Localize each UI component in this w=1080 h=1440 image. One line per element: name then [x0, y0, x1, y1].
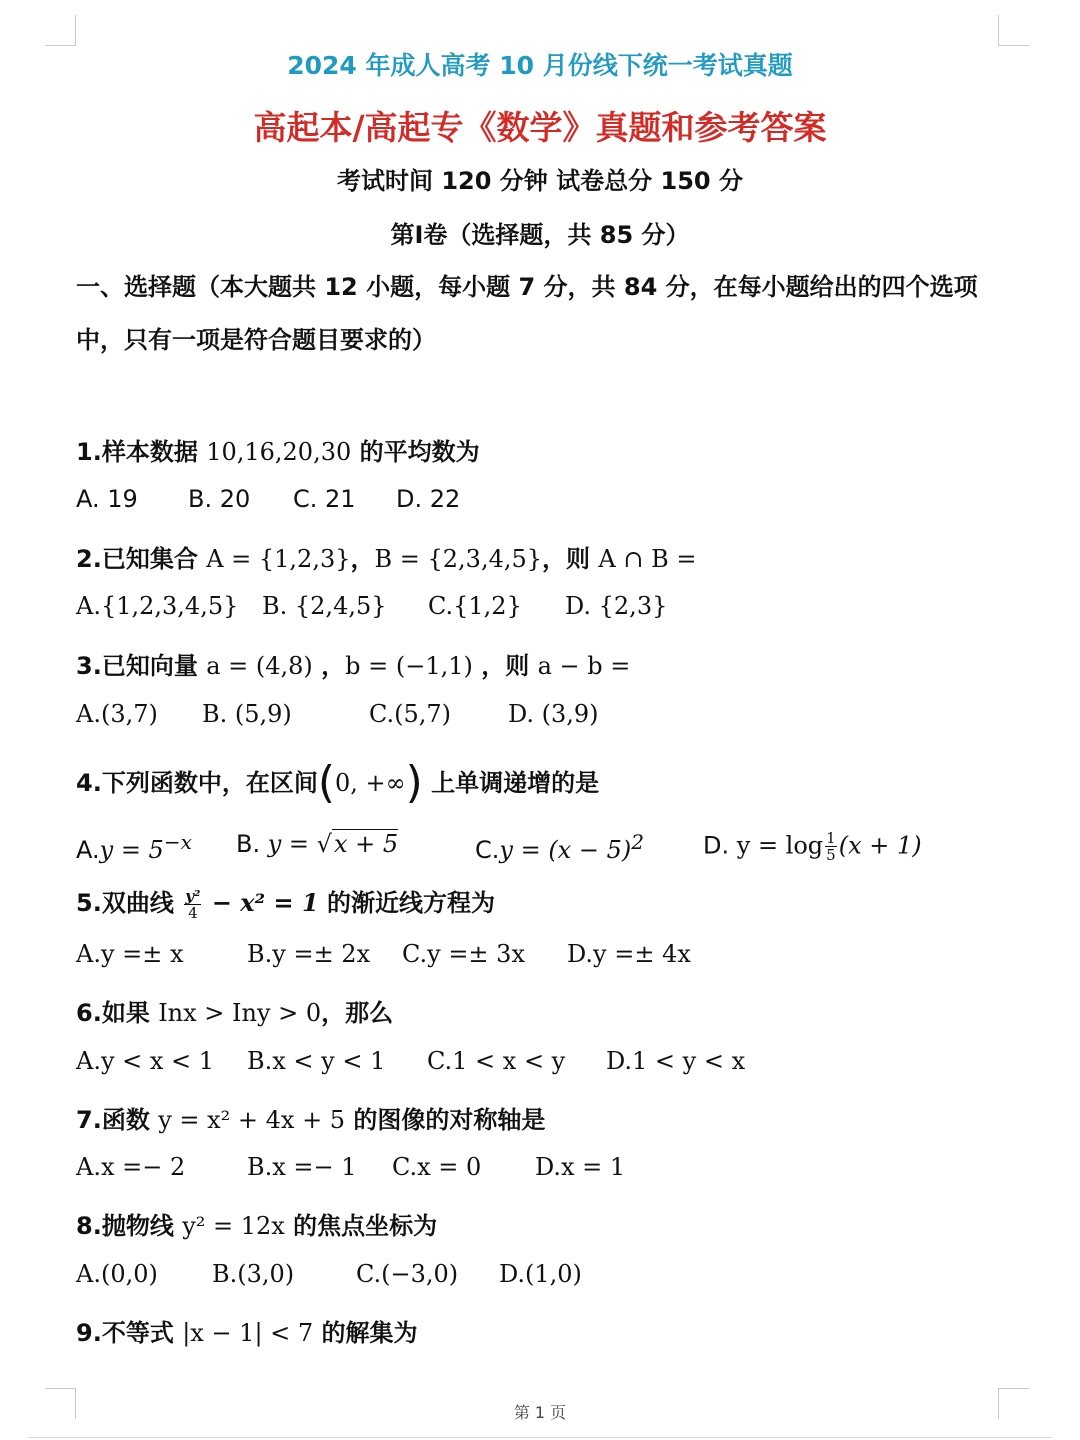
option-label: C. — [475, 836, 500, 864]
corner-mark-top-right — [998, 15, 1029, 46]
question-math: Inx > Iny > 0 — [158, 999, 322, 1027]
option-c[interactable]: C. 21 — [293, 485, 356, 513]
question-text: 的焦点坐标为 — [284, 1212, 438, 1240]
right-paren: ) — [405, 757, 423, 808]
question-8 — [76, 1206, 437, 1241]
question-text: ， — [350, 545, 375, 573]
option-expression: y = log — [736, 831, 824, 860]
option-c[interactable]: C.{1,2} — [428, 592, 522, 620]
option-d[interactable]: D. {2,3} — [565, 592, 668, 620]
option-c[interactable]: C.(5,7) — [369, 700, 452, 728]
question-6 — [76, 993, 393, 1028]
question-text: 的解集为 — [313, 1319, 418, 1347]
option-b[interactable]: B.y =± 2x — [247, 940, 371, 968]
question-7 — [76, 1100, 545, 1135]
question-number: 6. — [76, 999, 102, 1027]
option-a[interactable]: A.{1,2,3,4,5} — [76, 592, 239, 620]
fraction-numerator: y² — [185, 886, 201, 905]
page-bottom-rule — [28, 1437, 1052, 1438]
question-number: 3. — [76, 652, 102, 680]
option-c[interactable] — [475, 830, 644, 864]
question-math: b = (−1,1) — [345, 652, 473, 680]
question-math: a − b = — [537, 652, 631, 680]
question-number: 2. — [76, 545, 102, 573]
question-text: 函数 — [101, 1106, 159, 1134]
option-label: A. — [76, 836, 100, 864]
question-number: 1. — [76, 438, 102, 466]
option-b[interactable]: B.x =− 1 — [247, 1153, 357, 1181]
section-intro: 一、选择题（本大题共 12 小题，每小题 7 分，共 84 分，在每小题给出的四个选项中，只有一项是符合题目要求的） — [76, 273, 978, 354]
question-math: y = x² + 4x + 5 — [158, 1106, 346, 1134]
exam-subtitle: 高起本/高起专《数学》真题和参考答案 — [253, 108, 827, 147]
option-a[interactable]: A.x =− 2 — [76, 1153, 186, 1181]
option-a[interactable]: A.(3,7) — [76, 700, 158, 728]
question-number: 9. — [76, 1319, 102, 1347]
question-math: B = {2,3,4,5} — [374, 545, 543, 573]
option-exponent: 2 — [631, 830, 644, 854]
question-math: A ∩ B = — [598, 545, 697, 573]
option-d[interactable]: D. (3,9) — [508, 700, 599, 728]
option-b[interactable]: B. {2,4,5} — [262, 592, 387, 620]
option-argument: (x + 1) — [838, 831, 922, 860]
option-d[interactable]: D. 22 — [396, 485, 461, 513]
option-label: D. — [703, 831, 737, 860]
question-2 — [76, 539, 696, 574]
option-d[interactable]: D.x = 1 — [535, 1153, 626, 1181]
question-text: 上单调递增的是 — [422, 769, 600, 797]
question-text: 已知集合 — [101, 545, 207, 573]
fraction-denominator: 4 — [188, 903, 198, 922]
option-d[interactable]: D.(1,0) — [499, 1260, 582, 1288]
option-d[interactable]: D.y =± 4x — [567, 940, 691, 968]
question-math: a = (4,8) — [206, 652, 313, 680]
page-number: 第 1 页 — [513, 1403, 567, 1422]
option-expression: y = √ — [267, 830, 332, 858]
exam-time-info: 考试时间 120 分钟 试卷总分 150 分 — [337, 167, 743, 195]
interval-expression: 0, +∞ — [335, 769, 406, 797]
question-math: A = {1,2,3} — [206, 545, 351, 573]
question-text: 如果 — [101, 999, 159, 1027]
log-base-fraction — [825, 830, 837, 863]
question-number: 5. — [76, 889, 102, 917]
question-text: 抛物线 — [101, 1212, 183, 1240]
question-math: y² = 12x — [182, 1212, 285, 1240]
question-math: − x² = 1 — [203, 888, 319, 917]
fraction-denominator: 5 — [826, 846, 836, 864]
option-b[interactable]: B.(3,0) — [212, 1260, 295, 1288]
option-radicand: x + 5 — [333, 830, 399, 858]
option-label: B. — [236, 830, 268, 858]
question-text: ， — [312, 652, 346, 680]
question-text: 的图像的对称轴是 — [345, 1106, 546, 1134]
corner-mark-top-left — [45, 15, 76, 46]
question-text: 已知向量 — [101, 652, 207, 680]
question-5 — [76, 883, 495, 921]
option-b[interactable]: B.x < y < 1 — [247, 1047, 386, 1075]
option-c[interactable]: C.x = 0 — [392, 1153, 482, 1181]
left-paren: ( — [317, 757, 335, 808]
part-heading: 第Ⅰ卷（选择题，共 85 分） — [390, 221, 690, 249]
question-4 — [76, 757, 599, 808]
fraction-numerator: 1 — [826, 829, 836, 847]
question-number: 4. — [76, 769, 102, 797]
option-d[interactable] — [703, 830, 922, 863]
option-c[interactable]: C.y =± 3x — [402, 940, 525, 968]
question-text: ，则 — [472, 652, 538, 680]
option-a[interactable]: A.y < x < 1 — [76, 1047, 215, 1075]
question-text: 的渐近线方程为 — [318, 889, 496, 917]
option-c[interactable]: C.(−3,0) — [356, 1260, 459, 1288]
question-math: |x − 1| < 7 — [182, 1319, 314, 1347]
question-number: 7. — [76, 1106, 102, 1134]
option-a[interactable]: A.(0,0) — [76, 1260, 158, 1288]
option-a[interactable]: A.y =± x — [76, 940, 184, 968]
exam-title: 2024 年成人高考 10 月份线下统一考试真题 — [287, 51, 793, 80]
option-a[interactable] — [76, 830, 192, 864]
option-b[interactable] — [236, 830, 398, 858]
question-1 — [76, 432, 480, 467]
question-9 — [76, 1313, 418, 1348]
question-math: 10,16,20,30 — [206, 438, 352, 466]
option-c[interactable]: C.1 < x < y — [427, 1047, 566, 1075]
option-d[interactable]: D.1 < y < x — [606, 1047, 746, 1075]
question-text: 样本数据 — [101, 438, 207, 466]
question-number: 8. — [76, 1212, 102, 1240]
question-text: 下列函数中，在区间 — [101, 769, 318, 797]
option-b[interactable]: B. (5,9) — [202, 700, 292, 728]
question-text: ，则 — [542, 545, 599, 573]
option-b[interactable]: B. 20 — [188, 485, 251, 513]
question-text: 双曲线 — [101, 889, 183, 917]
question-text: 不等式 — [101, 1319, 183, 1347]
option-expression: y = (x − 5) — [499, 836, 632, 864]
hyperbola-fraction — [184, 888, 201, 921]
option-exponent: −x — [163, 830, 192, 854]
question-3 — [76, 646, 630, 681]
option-expression: y = 5 — [99, 836, 164, 864]
question-text: ，那么 — [321, 999, 394, 1027]
option-a[interactable]: A. 19 — [76, 485, 138, 513]
question-text: 的平均数为 — [351, 438, 480, 466]
